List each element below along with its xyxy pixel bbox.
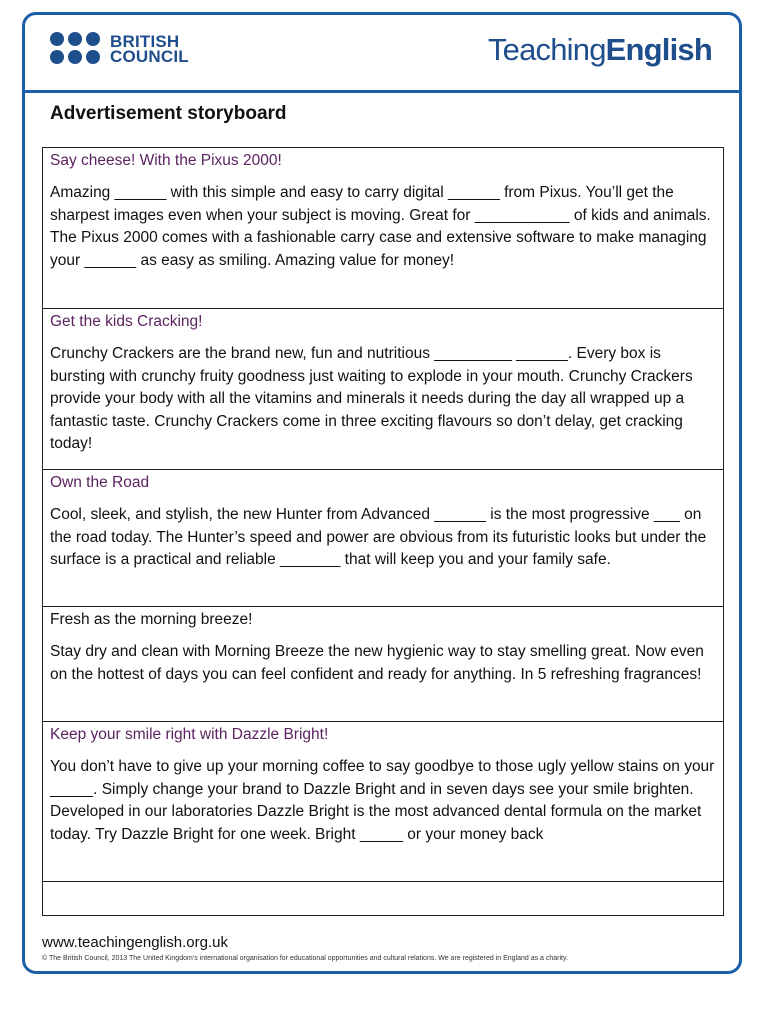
- ad-title: Own the Road: [50, 474, 150, 491]
- british-council-logo: [50, 32, 189, 66]
- ad-cell-crunchy-crackers: [43, 309, 723, 470]
- ad-text: You don’t have to give up your morning coffee to say goodbye to those ugly yellow stains on your _____. Simply change your brand to Dazzle Bright and in seven days see your smile brighten. Developed in our laboratories Dazzle Bright is the most advanced dental formula on the market today. Try Dazzle Bright for one week. Bright _____ or your money back: [50, 758, 715, 843]
- footer-url: www.teachingenglish.org.uk: [42, 934, 228, 951]
- ad-text: Crunchy Crackers are the brand new, fun and nutritious _________ ______. Every box is bursting with crunchy fruity goodness just waiting to explode in your mouth. Crunchy Crackers provide your body with all the vitamins and minerals it needs during the day all wrapped up a fantastic taste. Crunchy Crackers come in three exciting flavours so don’t delay, get cracking today!: [50, 345, 693, 452]
- header-divider: [22, 90, 742, 93]
- ad-cell-morning-breeze: [43, 607, 723, 722]
- ad-title: Keep your smile right with Dazzle Bright!: [50, 726, 329, 743]
- page-title: Advertisement storyboard: [50, 103, 287, 124]
- teaching-english-logo: TeachingEnglish: [487, 32, 712, 67]
- ad-cell-pixus: [43, 148, 723, 309]
- british-council-dots-icon: [50, 32, 102, 66]
- ad-title: Get the kids Cracking!: [50, 313, 203, 330]
- ad-title: Say cheese! With the Pixus 2000!: [50, 152, 282, 169]
- ad-text: Amazing ______ with this simple and easy to carry digital ______ from Pixus. You’ll get the sharpest images even when your subject is moving. Great for ___________ of kids and animals. The Pixus 2000 comes with a fashionable carry case and extensive software to make managing your ______ as easy as smiling. Amazing value for money!: [50, 184, 711, 269]
- ad-text: Cool, sleek, and stylish, the new Hunter from Advanced ______ is the most progressive ___ on the road today. The Hunter’s speed and power are obvious from its futuristic looks but under the surface is a practical and reliable _______ that will keep you and your family safe.: [50, 506, 707, 568]
- empty-cell: [43, 882, 723, 915]
- ad-cell-dazzle-bright: [43, 722, 723, 882]
- footer-copyright: © The British Council, 2013 The United Kingdom’s international organisation for educational opportunities and cultural relations. We are registered in England as a charity.: [42, 955, 568, 962]
- ad-title: Fresh as the morning breeze!: [50, 611, 253, 628]
- british-council-wordmark: BRITISH COUNCIL: [110, 32, 189, 66]
- ad-cell-hunter: [43, 470, 723, 607]
- ad-text: Stay dry and clean with Morning Breeze the new hygienic way to stay smelling great. Now even on the hottest of days you can feel confident and ready for anything. In 5 refreshing fragrances!: [50, 643, 704, 683]
- storyboard-table: [42, 147, 724, 916]
